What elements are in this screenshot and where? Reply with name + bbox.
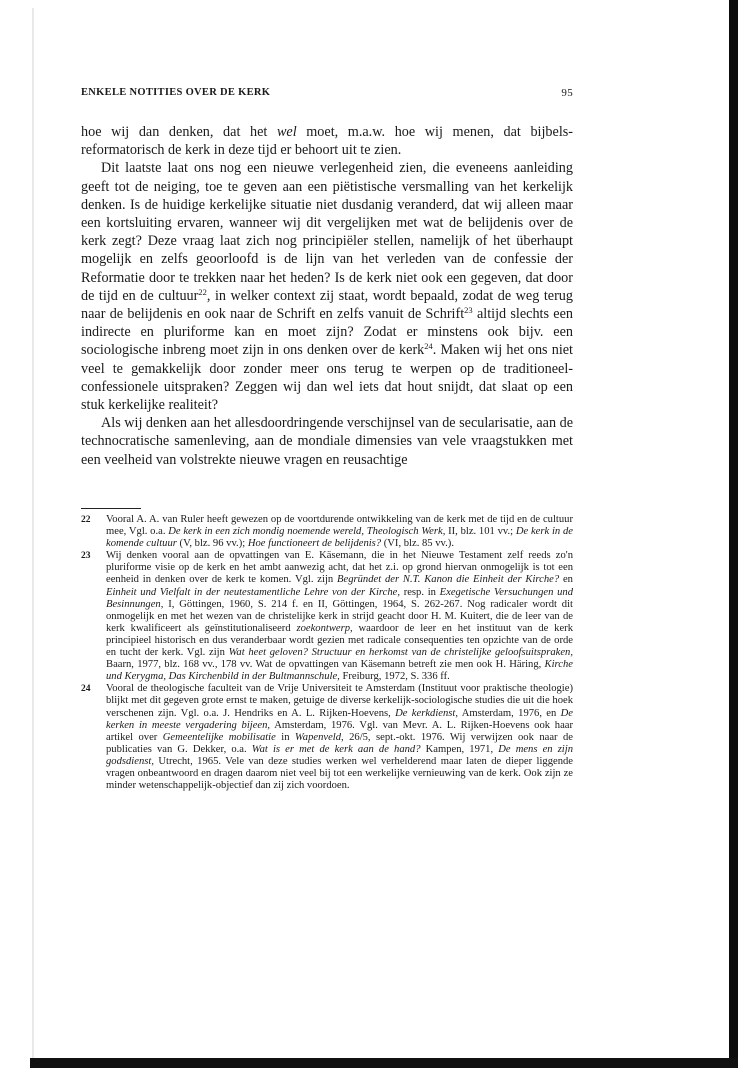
text-span: (V, blz. 96 vv.); (176, 538, 248, 550)
running-title: ENKELE NOTITIES OVER DE KERK (81, 87, 271, 98)
paragraph-2 (81, 159, 573, 414)
footnote-number: 22 (81, 515, 91, 525)
italic-span: Wat is er met de kerk aan de hand? (251, 743, 421, 755)
text-span: Vooral A. A. van Ruler heeft gewezen op de voortdurende ontwikkeling van de kerk met de tijd en de cultuur mee, Vgl. o.a. (106, 514, 573, 538)
text-span: Kampen, 1971, (420, 743, 499, 755)
text-span: II, blz. 101 vv.; (445, 526, 516, 538)
footnote-24 (81, 683, 573, 792)
running-header (81, 87, 573, 103)
footnote-ref: 22 (198, 286, 207, 297)
italic-span: De mens en zijn godsdienst, (106, 743, 573, 767)
paragraph-3 (81, 414, 573, 469)
italic-span: Einheit und Vielfalt in der neutestamentliche Lehre von der Kirche, (106, 586, 400, 598)
italic-span: Kirche und Kerygma, Das Kirchenbild in der Bultmannschule, (106, 659, 573, 683)
footnote-text (106, 514, 573, 549)
text-span: . Maken wij het ons niet veel te gemakkelijk door zonder meer ons terug te werpen op de traditioneel-confessionele uitspraken? Zeggen wij dan wel iets dat hout snijdt, dat slaat op een stuk kerkelijke realiteit? (81, 342, 574, 414)
italic-span: Begründet der N.T. Kanon die Einheit der Kirche? (337, 574, 560, 586)
main-text (81, 123, 573, 469)
text-span: Freiburg, 1972, S. 336 ff. (339, 671, 450, 683)
footnote-22 (81, 514, 573, 550)
text-span: Amsterdam, 1976, en (457, 707, 561, 719)
text-span: Amsterdam, 1976. Vgl. van Mevr. A. L. Rijken-Hoevens ook haar artikel over (106, 719, 573, 743)
text-span: Baarn, 1977, blz. 168 vv., 178 vv. Wat de opvattingen van Käsemann betreft zie men ook H. Häring, (106, 659, 545, 671)
italic-span: De kerkdienst, (395, 707, 458, 719)
text-span: Utrecht, 1965. Vele van deze studies werken wel verhelderend maar laten de dieper liggende vragen onbeantwoord en dragen daarom niet veel bij tot een werkelijke vernieuwing van de kerk. Ook zijn ze minder wetenschappelijk-objectief dan zij zich voordoen. (106, 755, 573, 792)
scan-border-bottom (30, 1058, 738, 1068)
italic-span: zoekontwerp, (296, 622, 353, 634)
italic-span: Hoe functioneert de belijdenis? (247, 538, 382, 550)
footnote-23 (81, 550, 573, 683)
italic-span: De kerk in een zich mondig noemende wereld, Theologisch Werk, (168, 526, 446, 538)
text-span: en (559, 574, 573, 586)
italic-span: Wapenveld, (294, 731, 344, 743)
italic-span: Wat heet geloven? Structuur en herkomst van de christelijke geloofsuitspraken, (228, 647, 573, 659)
footnote-text (106, 550, 573, 682)
page-number: 95 (561, 87, 573, 99)
footnote-number: 23 (81, 551, 91, 562)
footnote-ref: 24 (424, 341, 433, 352)
italic-span: Exegetische Versuchungen und Besinnungen, (106, 586, 574, 610)
italic-span: De kerk in de komende cultuur (106, 526, 573, 550)
text-span: Als wij denken aan het allesdoordringende verschijnsel van de secularisatie, aan de technocratische samenleving, aan de mondiale dimensies van vele vraagstukken met een veelheid van volstrekte nieuwe vragen en reusachtige (81, 415, 573, 468)
footnote-separator (81, 508, 141, 509)
text-span: hoe wij dan denken, dat het (81, 124, 277, 140)
footnote-number: 24 (81, 684, 91, 695)
footnote-text (106, 683, 573, 791)
text-span: resp. in (399, 586, 440, 598)
text-span: 26/5, sept.-okt. 1976. Wij verwijzen ook naar de publicaties van G. Dekker, o.a. (106, 731, 573, 755)
footnotes (81, 514, 573, 792)
text-span: Wij denken vooral aan de opvattingen van E. Käsemann, die in het Nieuwe Testament zelf reeds zo'n pluriforme visie op de kerk en het ambt aanwezig acht, dat het z.i. op grond hiervan onmogelijk is tot een eenheid in denken over de kerk te komen. Vgl. zijn (106, 550, 573, 586)
text-span: moet, m.a.w. hoe wij menen, dat bijbels-reformatorisch de kerk in deze tijd er behoort uit te zien. (81, 124, 574, 159)
text-span: waardoor de leer en het instituut van de kerk principieel historisch en dus veranderbaar wordt gezien met radicale consequenties ten opzichte van de orde en tucht der kerk. Vgl. zijn (106, 622, 573, 659)
italic-span: De kerken in meeste vergadering bijeen, (106, 707, 574, 731)
italic-span: Gemeentelijke mobilisatie (162, 731, 276, 743)
text-span: , in welker context zij staat, wordt bepaald, zodat de weg terug naar de belijdenis en ook naar de Schrift en zelfs vanuit de Schrift (81, 287, 573, 323)
scan-shadow (32, 8, 34, 1058)
text-span: Dit laatste laat ons nog een nieuwe verlegenheid zien, die eveneens aanleiding geeft tot de neiging, toe te geven aan een piëtistische versmalling van het kerkelijk denken. Is de huidige kerkelijke situatie niet dusdanig veranderd, dat wij alleen maar een kortsluiting ervaren, wanneer wij dit vergelijken met wat de belijdenis over de kerk zegt? Deze vraag laat zich nog principiëler stellen, namelijk of het überhaupt mogelijk en zelfs geoorloofd is de lijn van het verleden van de confessie der Reformatie door te trekken naar het heden? Is de kerk niet ook een gegeven, dat door de tijd en de cultuur (81, 160, 573, 304)
text-span: altijd slechts een indirecte en pluriforme kan en moet zijn? Zodat er minstens ook bijv. een sociologische inbreng moet zijn in ons denken over de kerk (81, 306, 573, 359)
italic-span: wel (276, 124, 297, 140)
text-span: (VI, blz. 85 vv.). (381, 538, 454, 550)
paragraph-1 (81, 123, 573, 159)
footnote-ref: 23 (464, 305, 473, 316)
text-span: I, Göttingen, 1960, S. 214 f. en II, Göttingen, 1964, S. 262-267. Nog radicaler wordt dit onmogelijk en met het wezen van de christelijke kerk in strijd geacht door H. M. Kuitert, die de leer van de kerk kwalificeert als geïnstitutionaliseerd (106, 598, 573, 634)
text-span: Vooral de theologische faculteit van de Vrije Universiteit te Amsterdam (Instituut voor praktische theologie) blijkt met dit gegeven grote ernst te maken, getuige de diverse kerkelijk-sociologische studies die uit die hoek verschenen zijn. Vgl. o.a. J. Hendriks en A. L. Rijken-Hoevens, (106, 683, 573, 719)
text-span: in (275, 731, 295, 743)
scan-border-right (729, 0, 738, 1068)
